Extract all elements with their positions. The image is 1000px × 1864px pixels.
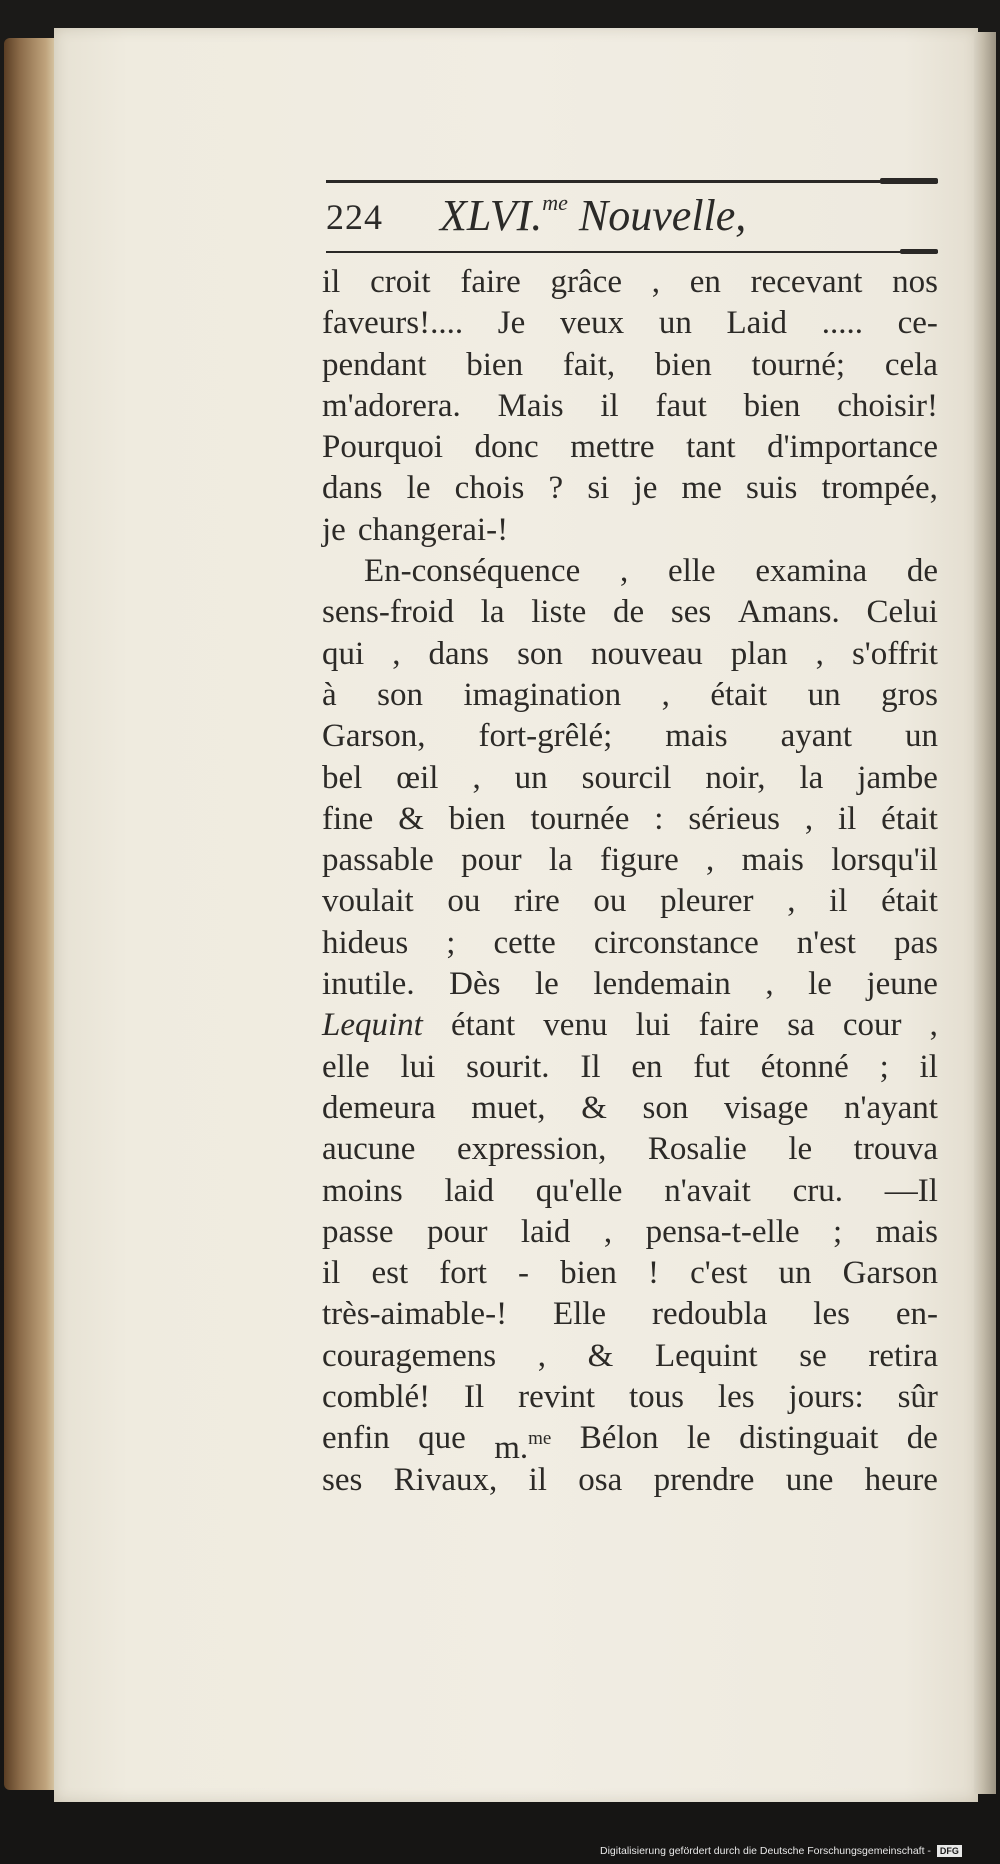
text-word: revint [518, 1379, 596, 1416]
text-word: il [322, 264, 341, 300]
text-word: lui [635, 1007, 671, 1044]
text-word: distinguait [739, 1420, 879, 1457]
text-word: le [788, 1131, 813, 1168]
text-word: tant [686, 429, 736, 466]
text-word: visage [724, 1089, 809, 1126]
dfg-logo: DFG [937, 1845, 962, 1857]
text-word: veux [559, 305, 625, 342]
text-line [322, 716, 938, 757]
text-superscript: me [528, 1428, 552, 1450]
text-line [322, 881, 938, 922]
text-word: enfin [322, 1420, 390, 1457]
text-word: de [613, 594, 645, 631]
text-line [322, 1212, 938, 1253]
text-word: inutile. [322, 966, 415, 1003]
text-word: , [603, 1213, 613, 1250]
text-word: cru. [792, 1172, 843, 1209]
text-word: Garson, [322, 718, 426, 755]
text-word: mais [875, 1213, 938, 1250]
text-word: rire [513, 883, 560, 920]
running-header [326, 190, 936, 250]
text-line [322, 427, 938, 468]
text-line [322, 345, 938, 386]
text-word: étant [451, 1007, 516, 1044]
text-word: jambe [857, 759, 938, 796]
digitization-credit-text: Digitalisierung gefördert durch die Deutsche Forschungsgemeinschaft - [600, 1845, 931, 1857]
running-title-numeral: XLVI. [440, 191, 543, 240]
text-word: hideus [322, 924, 409, 961]
text-word: il [528, 1461, 547, 1498]
text-word: un [778, 1255, 812, 1292]
text-line [322, 964, 938, 1005]
text-word: expression, [456, 1131, 607, 1168]
text-word: comblé! [322, 1379, 431, 1416]
text-word: très-aimable-! [322, 1296, 508, 1333]
text-word: prendre [653, 1461, 755, 1498]
text-word: étonné [760, 1048, 849, 1085]
text-word: la [480, 594, 505, 631]
text-word: elle [667, 553, 716, 590]
text-word: laid [444, 1172, 494, 1209]
text-word: recevant [750, 264, 863, 300]
text-word: circonstance [593, 924, 759, 961]
text-word: Mais [497, 387, 564, 424]
text-word: Celui [866, 594, 938, 631]
text-word: pour [461, 842, 522, 879]
text-word: est [371, 1255, 409, 1292]
running-title [440, 190, 746, 241]
text-word: était [710, 676, 768, 713]
text-line [322, 1377, 938, 1418]
text-word: fait, [562, 346, 616, 383]
text-word: le [686, 1420, 711, 1457]
text-word: il [919, 1048, 938, 1085]
text-word: osa [578, 1461, 623, 1498]
text-word: le [406, 470, 431, 507]
text-word: de [906, 553, 938, 590]
text-word: ayant [780, 718, 853, 755]
text-word: la [548, 842, 573, 879]
text-word: cour [842, 1007, 902, 1044]
text-word: dans [322, 470, 383, 507]
text-word: lorsqu'il [831, 842, 938, 879]
text-word: tournée [530, 800, 630, 837]
text-word: venu [543, 1007, 608, 1044]
text-word: —Il [884, 1172, 938, 1209]
text-word: il [829, 883, 848, 920]
text-word: les [813, 1296, 850, 1333]
text-word: Laid [726, 305, 787, 342]
text-word: mettre [570, 429, 655, 466]
text-word: noir, [705, 759, 766, 796]
text-word: Rivaux, [393, 1461, 498, 1498]
text-line [322, 386, 938, 427]
text-word: un [905, 718, 938, 755]
text-word: mais [741, 842, 804, 879]
running-title-text: Nouvelle, [578, 191, 747, 240]
text-word: ce- [897, 305, 938, 342]
text-word: faut [655, 387, 707, 424]
text-word: trompée, [821, 470, 938, 507]
text-word: je [322, 511, 346, 548]
text-word: un [514, 759, 548, 796]
digitization-credit [600, 1845, 962, 1857]
text-word: pas [893, 924, 938, 961]
text-word: liste [531, 594, 587, 631]
text-word: une [785, 1461, 834, 1498]
text-word: demeura [322, 1089, 436, 1126]
text-word: c'est [690, 1255, 748, 1292]
text-word: : [654, 800, 664, 837]
text-line [322, 510, 938, 551]
text-word: la [799, 759, 824, 796]
text-word: m.$^{me}$ [494, 1428, 552, 1467]
text-word: bien [448, 800, 506, 837]
text-word: en [689, 264, 721, 300]
text-line [322, 840, 938, 881]
text-line [322, 1460, 938, 1501]
text-word: sûr [897, 1379, 938, 1416]
text-word: , [765, 966, 774, 1003]
text-word: & [587, 1337, 614, 1374]
text-word: changerai-! [357, 511, 509, 548]
text-word: bien [560, 1255, 617, 1292]
text-word: lendemain [593, 966, 731, 1003]
text-line [322, 675, 938, 716]
running-title-superscript: me [542, 190, 568, 215]
text-word: figure [599, 842, 679, 879]
text-word: & [581, 1089, 607, 1126]
text-word: sourit. [466, 1048, 550, 1085]
text-word: faveurs!.... [322, 305, 464, 342]
text-word: , [537, 1337, 546, 1374]
text-word: œil [396, 759, 439, 796]
text-word: gros [881, 676, 938, 713]
text-word: Dès [449, 966, 501, 1003]
text-line [322, 1171, 938, 1212]
text-word: , [392, 635, 401, 672]
text-word: ! [648, 1255, 660, 1292]
text-word: cette [493, 924, 556, 961]
text-word: fort-grêlé; [478, 718, 613, 755]
text-word: couragemens [322, 1337, 497, 1374]
text-line [322, 468, 938, 509]
text-word: faire [460, 264, 521, 300]
text-line [322, 923, 938, 964]
text-word: - [518, 1255, 529, 1292]
text-word: Rosalie [647, 1131, 747, 1168]
text-word: choisir! [837, 387, 938, 424]
text-word: jours: [788, 1379, 864, 1416]
text-word: qu'elle [535, 1172, 623, 1209]
text-word: ses [670, 594, 712, 631]
text-word: fort [439, 1255, 487, 1292]
text-line [322, 551, 938, 592]
text-word: m'adorera. [322, 387, 461, 424]
text-word: que [418, 1420, 466, 1457]
text-word: ou [593, 883, 627, 920]
text-word: ; [446, 924, 456, 961]
text-word: si [587, 470, 610, 507]
text-word: bel [322, 759, 363, 796]
text-word: pensa-t-elle [645, 1213, 800, 1250]
text-word: & [398, 800, 424, 837]
text-word: ses [322, 1461, 363, 1498]
text-line [322, 262, 938, 303]
text-word: fut [693, 1048, 730, 1085]
text-word: ; [879, 1048, 889, 1085]
text-word: ; [832, 1213, 843, 1250]
text-word: dans [428, 635, 490, 672]
text-word: ou [447, 883, 481, 920]
text-line [322, 592, 938, 633]
text-word: redoubla [651, 1296, 768, 1333]
text-word: n'avait [664, 1172, 751, 1209]
text-word: heure [864, 1461, 938, 1498]
text-line [322, 1005, 938, 1046]
header-rule-bottom-accent [900, 249, 938, 254]
text-line [322, 303, 938, 344]
text-word: tous [629, 1379, 685, 1416]
text-word: laid [520, 1213, 571, 1250]
text-word: il [600, 387, 619, 424]
text-word: fine [322, 800, 374, 837]
text-word: , [706, 842, 715, 879]
text-word: imagination [463, 676, 622, 713]
text-word: n'ayant [844, 1089, 938, 1126]
text-word: Bélon [579, 1420, 659, 1457]
text-line [322, 634, 938, 675]
text-word: , [929, 1007, 938, 1044]
text-word: son [642, 1089, 689, 1126]
text-word: , [661, 676, 670, 713]
text-word: , [619, 553, 629, 590]
text-line [322, 1294, 938, 1335]
text-word: donc [474, 429, 539, 466]
text-word: chois [454, 470, 525, 507]
text-word: , [815, 635, 824, 672]
text-word: croit [370, 264, 431, 300]
text-word: en- [895, 1296, 938, 1333]
text-line [322, 1253, 938, 1294]
text-word: un [658, 305, 692, 342]
text-word: sa [787, 1007, 815, 1044]
text-word: pleurer [660, 883, 754, 920]
text-word: lui [400, 1048, 436, 1085]
text-word: moins [322, 1172, 403, 1209]
text-word: plan [730, 635, 788, 672]
text-word: Amans. [737, 594, 840, 631]
text-word: cela [884, 346, 938, 383]
text-word: , [804, 800, 814, 837]
text-word: sérieus [688, 800, 780, 837]
text-word: Lequint [322, 1007, 423, 1044]
text-word: jeune [866, 966, 938, 1003]
text-word: Garson [842, 1255, 938, 1292]
text-word: les [717, 1379, 755, 1416]
text-word: pour [426, 1213, 488, 1250]
page-number: 224 [326, 197, 383, 237]
text-word: se [799, 1337, 827, 1374]
text-line [322, 1047, 938, 1088]
text-word: me [681, 470, 722, 507]
text-word: sourcil [581, 759, 672, 796]
text-word: mais [665, 718, 728, 755]
text-word: En-conséquence [364, 553, 581, 590]
text-word: d'importance [767, 429, 938, 466]
text-line [322, 1129, 938, 1170]
text-line [322, 758, 938, 799]
text-word: il [322, 1255, 341, 1292]
text-line [322, 1418, 938, 1467]
text-word: Il [464, 1379, 485, 1416]
text-word: il [837, 800, 857, 837]
body-text [322, 262, 938, 1501]
page-right-edge [974, 32, 996, 1794]
text-word: grâce [550, 264, 622, 300]
text-word: faire [698, 1007, 760, 1044]
header-rule-top-accent [880, 178, 938, 184]
text-word: un [807, 676, 841, 713]
text-line [322, 1088, 938, 1129]
text-word: n'est [796, 924, 856, 961]
text-word: bien [654, 346, 712, 383]
text-line [322, 1336, 938, 1377]
text-word: passable [322, 842, 434, 879]
text-word: ..... [821, 305, 863, 342]
text-word: en [631, 1048, 663, 1085]
text-word: qui [322, 635, 365, 672]
book-spine-edge [4, 38, 56, 1790]
text-word: suis [746, 470, 798, 507]
text-word: elle [322, 1048, 370, 1085]
text-word: tourné; [751, 346, 846, 383]
text-word: aucune [322, 1131, 416, 1168]
text-word: , [787, 883, 796, 920]
text-word: bien [466, 346, 524, 383]
text-word: Elle [552, 1296, 607, 1333]
text-word: muet, [471, 1089, 546, 1126]
text-word: ? [548, 470, 564, 507]
text-word: sens-froid [322, 594, 454, 631]
text-word: bien [743, 387, 801, 424]
text-word: était [881, 800, 938, 837]
text-word: s'offrit [851, 635, 938, 672]
header-rule-bottom [326, 251, 938, 253]
text-word: son [517, 635, 563, 672]
text-word: était [881, 883, 938, 920]
text-word: son [377, 676, 423, 713]
text-line [322, 799, 938, 840]
text-word: trouva [853, 1131, 938, 1168]
text-word: le [808, 966, 832, 1003]
text-word: le [534, 966, 559, 1003]
text-word: retira [868, 1337, 938, 1374]
text-word: je [633, 470, 658, 507]
text-word: Lequint [654, 1337, 758, 1374]
text-word: examina [755, 553, 868, 590]
text-word: passe [322, 1213, 394, 1250]
text-word: pendant [322, 346, 427, 383]
text-word: , [651, 264, 660, 300]
text-word: Je [497, 305, 526, 342]
text-word: , [472, 759, 481, 796]
text-word: nouveau [590, 635, 703, 672]
text-word: à [322, 676, 337, 713]
header-rule-top [326, 180, 938, 183]
text-word: voulait [322, 883, 414, 920]
text-word: nos [892, 264, 938, 300]
text-word: de [906, 1420, 938, 1457]
text-word: Pourquoi [322, 429, 444, 466]
text-word: Il [580, 1048, 601, 1085]
